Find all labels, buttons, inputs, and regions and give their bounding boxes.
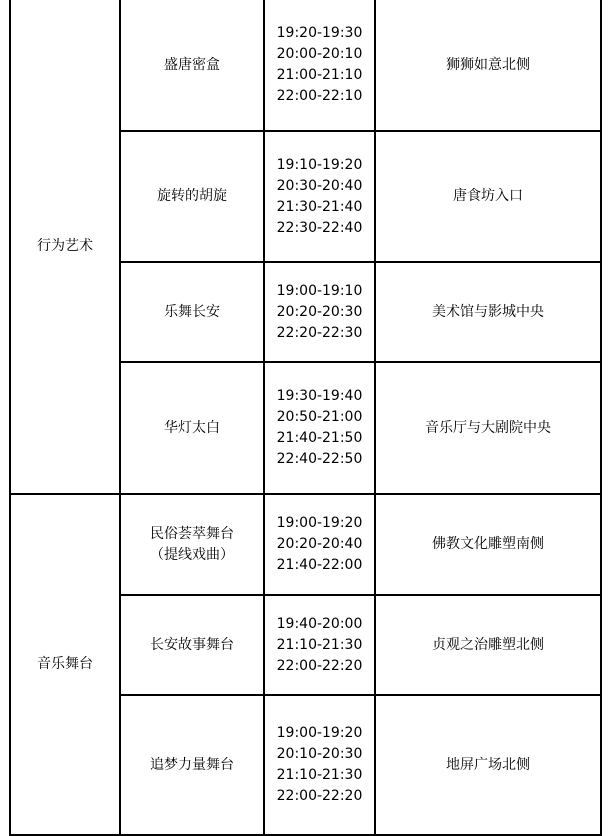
show-name: 盛唐密盒 (164, 56, 220, 73)
show-name-cell (120, 262, 264, 362)
time-slot: 20:30-20:40 (276, 177, 363, 194)
location: 佛教文化雕塑南侧 (432, 536, 544, 552)
time-slot: 19:20-19:30 (276, 25, 363, 41)
time-slot: 22:30-22:40 (276, 219, 363, 236)
category-name: 音乐舞台 (37, 656, 93, 672)
time-slot: 19:00-19:10 (276, 282, 363, 299)
performance-schedule-table (9, 0, 602, 836)
time-slots-cell (264, 695, 375, 835)
time-slots-cell (264, 0, 375, 131)
location: 地屏广场北侧 (446, 756, 530, 773)
show-name: 旋转的胡旋 (157, 188, 227, 204)
time-slot: 22:40-22:50 (276, 451, 363, 467)
location-cell (375, 695, 601, 835)
show-subtitle: （提线戏曲） (150, 546, 234, 563)
time-slot: 19:00-19:20 (276, 725, 363, 741)
time-slot: 21:10-21:30 (276, 636, 363, 653)
time-slot: 22:00-22:10 (276, 88, 363, 104)
location: 唐食坊入口 (453, 188, 523, 204)
time-slots-cell (264, 595, 375, 695)
time-slot: 20:00-20:10 (276, 46, 363, 62)
show-name: 乐舞长安 (164, 303, 220, 320)
time-slot: 21:40-21:50 (276, 430, 363, 446)
show-name: 华灯太白 (164, 419, 220, 436)
location: 美术馆与影城中央 (432, 303, 544, 320)
show-name: 追梦力量舞台 (150, 756, 234, 773)
table-row (10, 494, 601, 595)
time-slots-cell (264, 362, 375, 494)
location-cell (375, 0, 601, 131)
show-name-cell (120, 131, 264, 262)
location: 音乐厅与大剧院中央 (425, 419, 551, 436)
time-slot: 20:20-20:40 (276, 536, 363, 552)
location-cell (375, 494, 601, 595)
location-cell (375, 262, 601, 362)
show-name: 民俗荟萃舞台 (150, 525, 234, 542)
location-cell (375, 362, 601, 494)
location: 狮狮如意北侧 (446, 56, 530, 73)
time-slot: 21:10-21:30 (276, 767, 363, 783)
time-slot: 21:00-21:10 (276, 67, 363, 83)
show-name: 长安故事舞台 (150, 636, 234, 653)
time-slot: 20:20-20:30 (276, 303, 363, 320)
time-slot: 22:20-22:30 (276, 324, 363, 341)
time-slot: 22:00-22:20 (276, 788, 363, 804)
time-slot: 20:10-20:30 (276, 746, 363, 762)
time-slots-cell (264, 131, 375, 262)
time-slot: 21:40-22:00 (276, 557, 363, 573)
time-slot: 19:40-20:00 (276, 615, 363, 632)
category-cell (10, 0, 120, 494)
location-cell (375, 595, 601, 695)
time-slot: 20:50-21:00 (276, 409, 363, 425)
time-slot: 21:30-21:40 (276, 198, 363, 215)
category-cell (10, 494, 120, 835)
location: 贞观之治雕塑北侧 (432, 636, 544, 653)
table-row (10, 0, 601, 131)
time-slot: 19:30-19:40 (276, 388, 363, 404)
time-slot: 22:00-22:20 (276, 657, 363, 674)
time-slot: 19:10-19:20 (276, 156, 363, 173)
time-slots-cell (264, 494, 375, 595)
show-name-cell (120, 695, 264, 835)
show-name-cell (120, 0, 264, 131)
show-name-cell (120, 494, 264, 595)
location-cell (375, 131, 601, 262)
time-slots-cell (264, 262, 375, 362)
category-name: 行为艺术 (37, 238, 93, 254)
show-name-cell (120, 595, 264, 695)
show-name-cell (120, 362, 264, 494)
time-slot: 19:00-19:20 (276, 515, 363, 531)
